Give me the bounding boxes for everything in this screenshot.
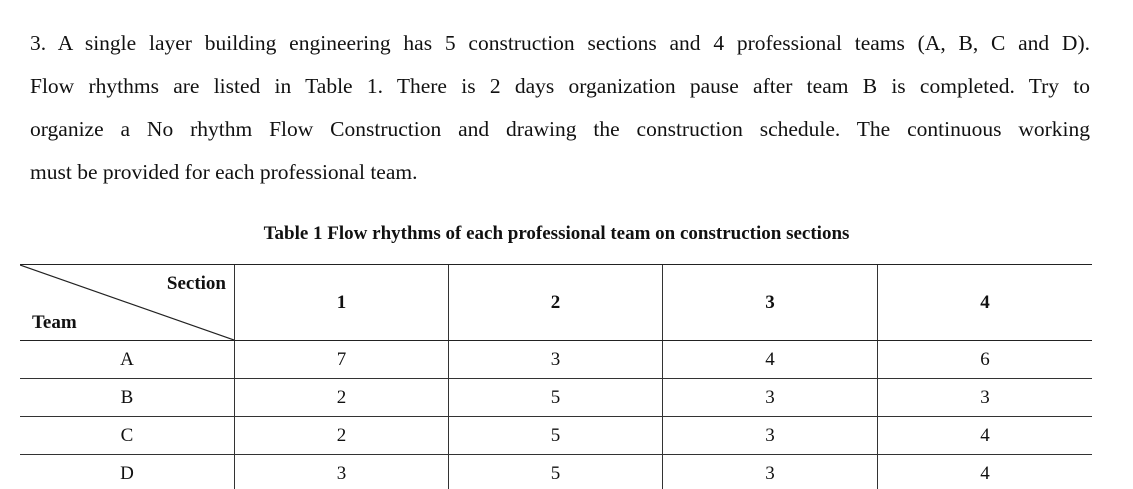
team-header-label: Team [32, 312, 77, 333]
table-header-row [20, 265, 1092, 341]
problem-line-1: 3. A single layer building engineering has 5 construction sections and 4 professional teams (A, B, C and D). [30, 31, 1090, 55]
rhythm-cell: 5 [449, 379, 663, 417]
section-header-3: 3 [663, 265, 878, 341]
rhythm-cell: 5 [449, 417, 663, 455]
team-cell: B [20, 379, 235, 417]
rhythm-cell: 5 [449, 455, 663, 489]
rhythm-cell: 3 [663, 455, 878, 489]
problem-line-2: Flow rhythms are listed in Table 1. There is 2 days organization pause after team B is completed. Try to [30, 74, 1090, 98]
rhythm-cell: 3 [878, 379, 1093, 417]
section-header-label: Section [166, 273, 226, 294]
rhythm-cell: 2 [235, 417, 449, 455]
rhythm-cell: 3 [449, 341, 663, 379]
section-header-4: 4 [878, 265, 1093, 341]
section-header-1: 1 [235, 265, 449, 341]
rhythm-cell: 3 [663, 379, 878, 417]
team-cell: A [20, 341, 235, 379]
table-caption: Table 1 Flow rhythms of each professional team on construction sections [263, 223, 850, 244]
section-header-2: 2 [449, 265, 663, 341]
rhythm-cell: 2 [235, 379, 449, 417]
rhythm-cell: 4 [663, 341, 878, 379]
rhythm-cell: 7 [235, 341, 449, 379]
rhythm-cell: 3 [235, 455, 449, 489]
problem-line-3: organize a No rhythm Flow Construction and drawing the construction schedule. The continuous working [30, 117, 1090, 141]
table-row [20, 379, 1092, 417]
table-row [20, 341, 1092, 379]
flow-rhythm-table [20, 264, 1092, 489]
problem-statement [30, 22, 1090, 194]
team-cell: D [120, 462, 134, 484]
rhythm-cell: 6 [878, 341, 1093, 379]
corner-header-cell [20, 265, 235, 341]
table-row [20, 455, 1092, 489]
problem-line-4: must be provided for each professional team. [30, 160, 418, 184]
rhythm-cell: 3 [663, 417, 878, 455]
rhythm-cell: 4 [878, 417, 1093, 455]
table-row [20, 417, 1092, 455]
team-cell: C [20, 417, 235, 455]
rhythm-cell: 4 [878, 455, 1093, 489]
